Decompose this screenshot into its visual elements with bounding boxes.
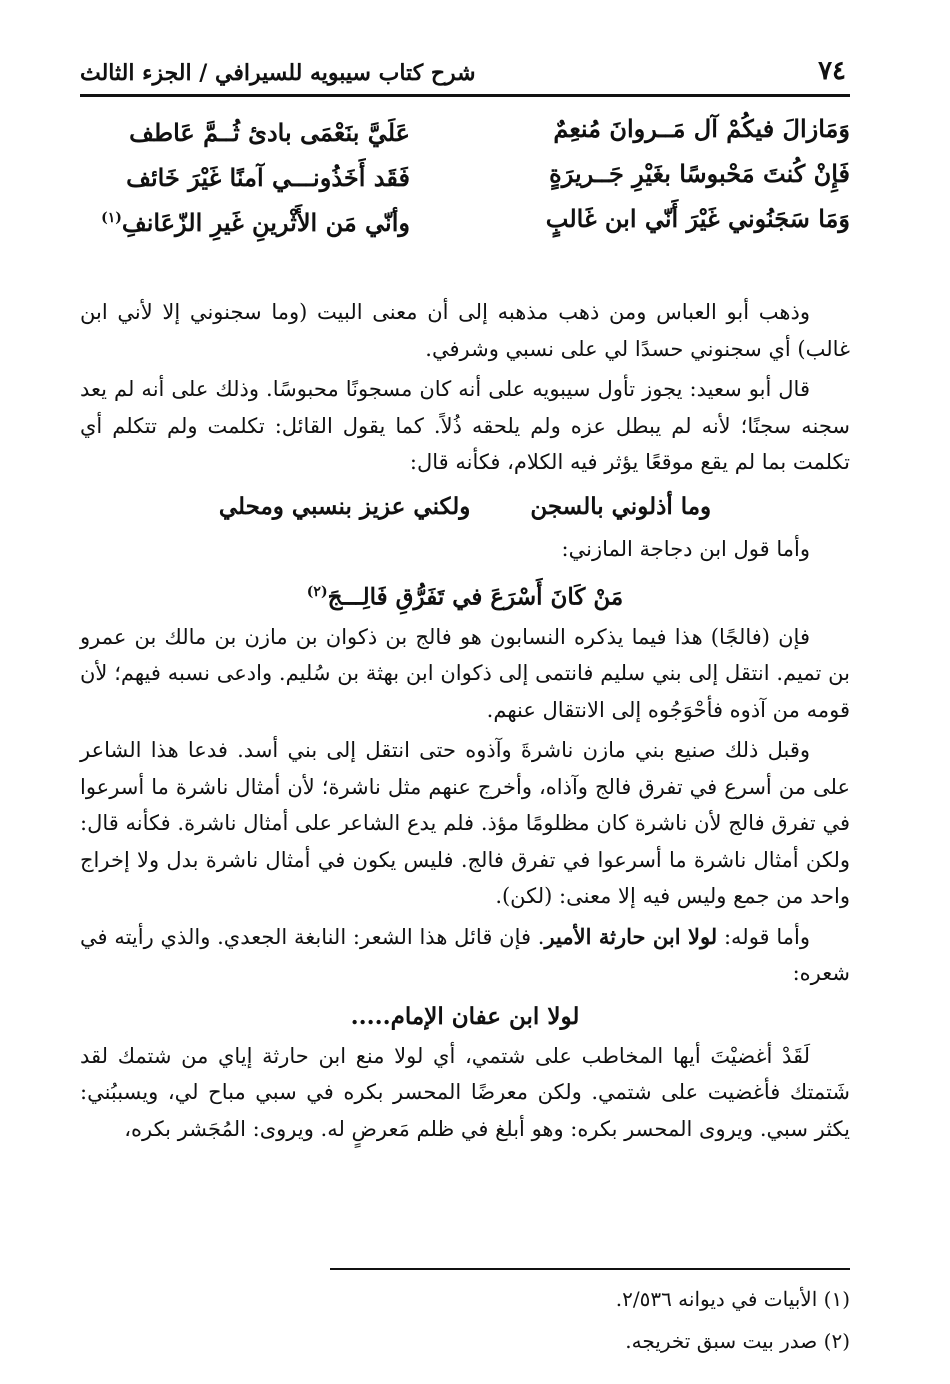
quoted-verse: [80, 485, 850, 529]
body-text: [80, 294, 850, 1151]
header-rule: [80, 94, 850, 97]
footnote-marker: (٢): [306, 584, 328, 600]
verse-second-hemistich: ولكني عزيز بنسبي ومحلي: [218, 492, 471, 520]
verse-first-hemistich: وما أذلوني بالسجن: [530, 492, 712, 520]
verse-second-hemistich: وأنّي مَن الأَثْرينِ غَيرِ الزّعَانفِ$^{(١)}$: [101, 208, 410, 237]
verse-first-hemistich: فَإِنْ كُنتَ مَحْبوسًا بغَيْرِ جَــريرَةٍ: [549, 159, 850, 188]
paragraph: وذهب أبو العباس ومن ذهب مذهبه إلى أن معنى البيت (وما سجنوني إلا لأني ابن غالب) أي سجنوني حسدًا لي على نسبي وشرفي.: [80, 300, 850, 361]
quoted-phrase: لولا ابن حارثة الأمير: [544, 923, 718, 949]
page-number: ٧٤: [818, 56, 846, 86]
paragraph: قال أبو سعيد: يجوز تأول سيبويه على أنه كان مسجونًا محبوسًا. وذلك على أنه لم يعد سجنه سجنًا؛ لأنه لم يبطل عزه ولم يلحقه ذُلاً. كما يقول القائل: تكلمت ولم تتكلم أي تكلمت بما لم يقع موقعًا يؤثر فيه الكلام، فكأنه قال:: [80, 377, 850, 474]
footnote-rule: [330, 1268, 850, 1270]
paragraph: وقبل ذلك صنيع بني مازن ناشرةَ وآذوه حتى انتقل إلى بني أسد. فدعا هذا الشاعر على من أسرع في تفرق فالج وآذاه، وأخرج عنهم مثل ناشرة؛ لأن أمثال ناشرة ما أسرعوا في تفرق فالج لأن ناشرة كان مظلومًا مؤذ. فلم يدع الشاعر على أمثال ناشرة. فكأنه قال: ولكن أمثال ناشرة ما أسرعوا في تفرق فالج. فليس يكون في أمثال ناشرة بدل ولا إخراج واحد من جمع وليس فيه إلا معنى: (لكن).: [80, 738, 850, 909]
running-title: شرح كتاب سيبويه للسيرافي / الجزء الثالث: [80, 60, 476, 86]
footnote: (١) الأبيات في ديوانه ٢/٥٣٦.: [615, 1287, 850, 1311]
verse-first-hemistich: وَمَا سَجَنُوني غَيْرَ أَنّي ابن غَالبٍ: [545, 204, 850, 233]
verse-second-hemistich: فَقَد أَخَذُونـــي آمنًا غَيْرَ خَائف: [126, 163, 410, 192]
paragraph: لَقَدْ أغضيْتَ أيها المخاطب على شتمي، أي لولا منع ابن حارثة إياي من شتمك لقد شَتمتك فأغضيت على شتمي. ولكن معرضًا المحسر بكره في سبي مباح لي، ويسببُني: يكثر سبي. ويروى المحسر بكره: وهو أبلغ في ظلم مَعرضٍ له. ويروى: المُجَشر بكره،: [80, 1043, 850, 1141]
verse-line: [80, 196, 850, 241]
poem-verses: [80, 106, 850, 241]
verse-second-hemistich: عَلَيَّ بنَعْمَى بادئ ثُــمَّ عَاطف: [129, 118, 410, 147]
paragraph: وأما قول ابن دجاجة المازني:: [561, 536, 810, 561]
quoted-hemistich: لولا ابن عفان الإمام.....: [350, 1002, 580, 1030]
page: [80, 40, 850, 1353]
verse-first-hemistich: وَمَازالَ فيكُمْ آل مَــروانَ مُنعِمٌ: [553, 114, 850, 143]
quoted-hemistich: مَنْ كَانَ أَسْرَعَ في تَفَرُّقِ فَالِـــجَ$^{(٢)}$: [306, 583, 624, 611]
page-header: [80, 40, 850, 86]
paragraph: وأما قوله: لولا ابن حارثة الأمير. فإن قائل هذا الشعر: النابغة الجعدي. والذي رأيته في شعره:: [80, 923, 850, 986]
footnote: (٢) صدر بيت سبق تخريجه.: [625, 1329, 850, 1353]
footnote-marker: (١): [101, 210, 122, 226]
paragraph: فإن (فالجًا) هذا فيما يذكره النسابون هو فالج بن ذكوان بن مازن بن مالك بن عمرو بن تميم. انتقل إلى بني سليم فانتمى إلى ذكوان ابن بهثة بن سُليم. وادعى نسبه فيهم؛ لأن قومه من آذوه فأحْوَجُوه إلى الانتقال عنهم.: [80, 624, 850, 722]
verse-line: [80, 151, 850, 196]
footnotes: [80, 1278, 850, 1362]
verse-line: [80, 106, 850, 151]
